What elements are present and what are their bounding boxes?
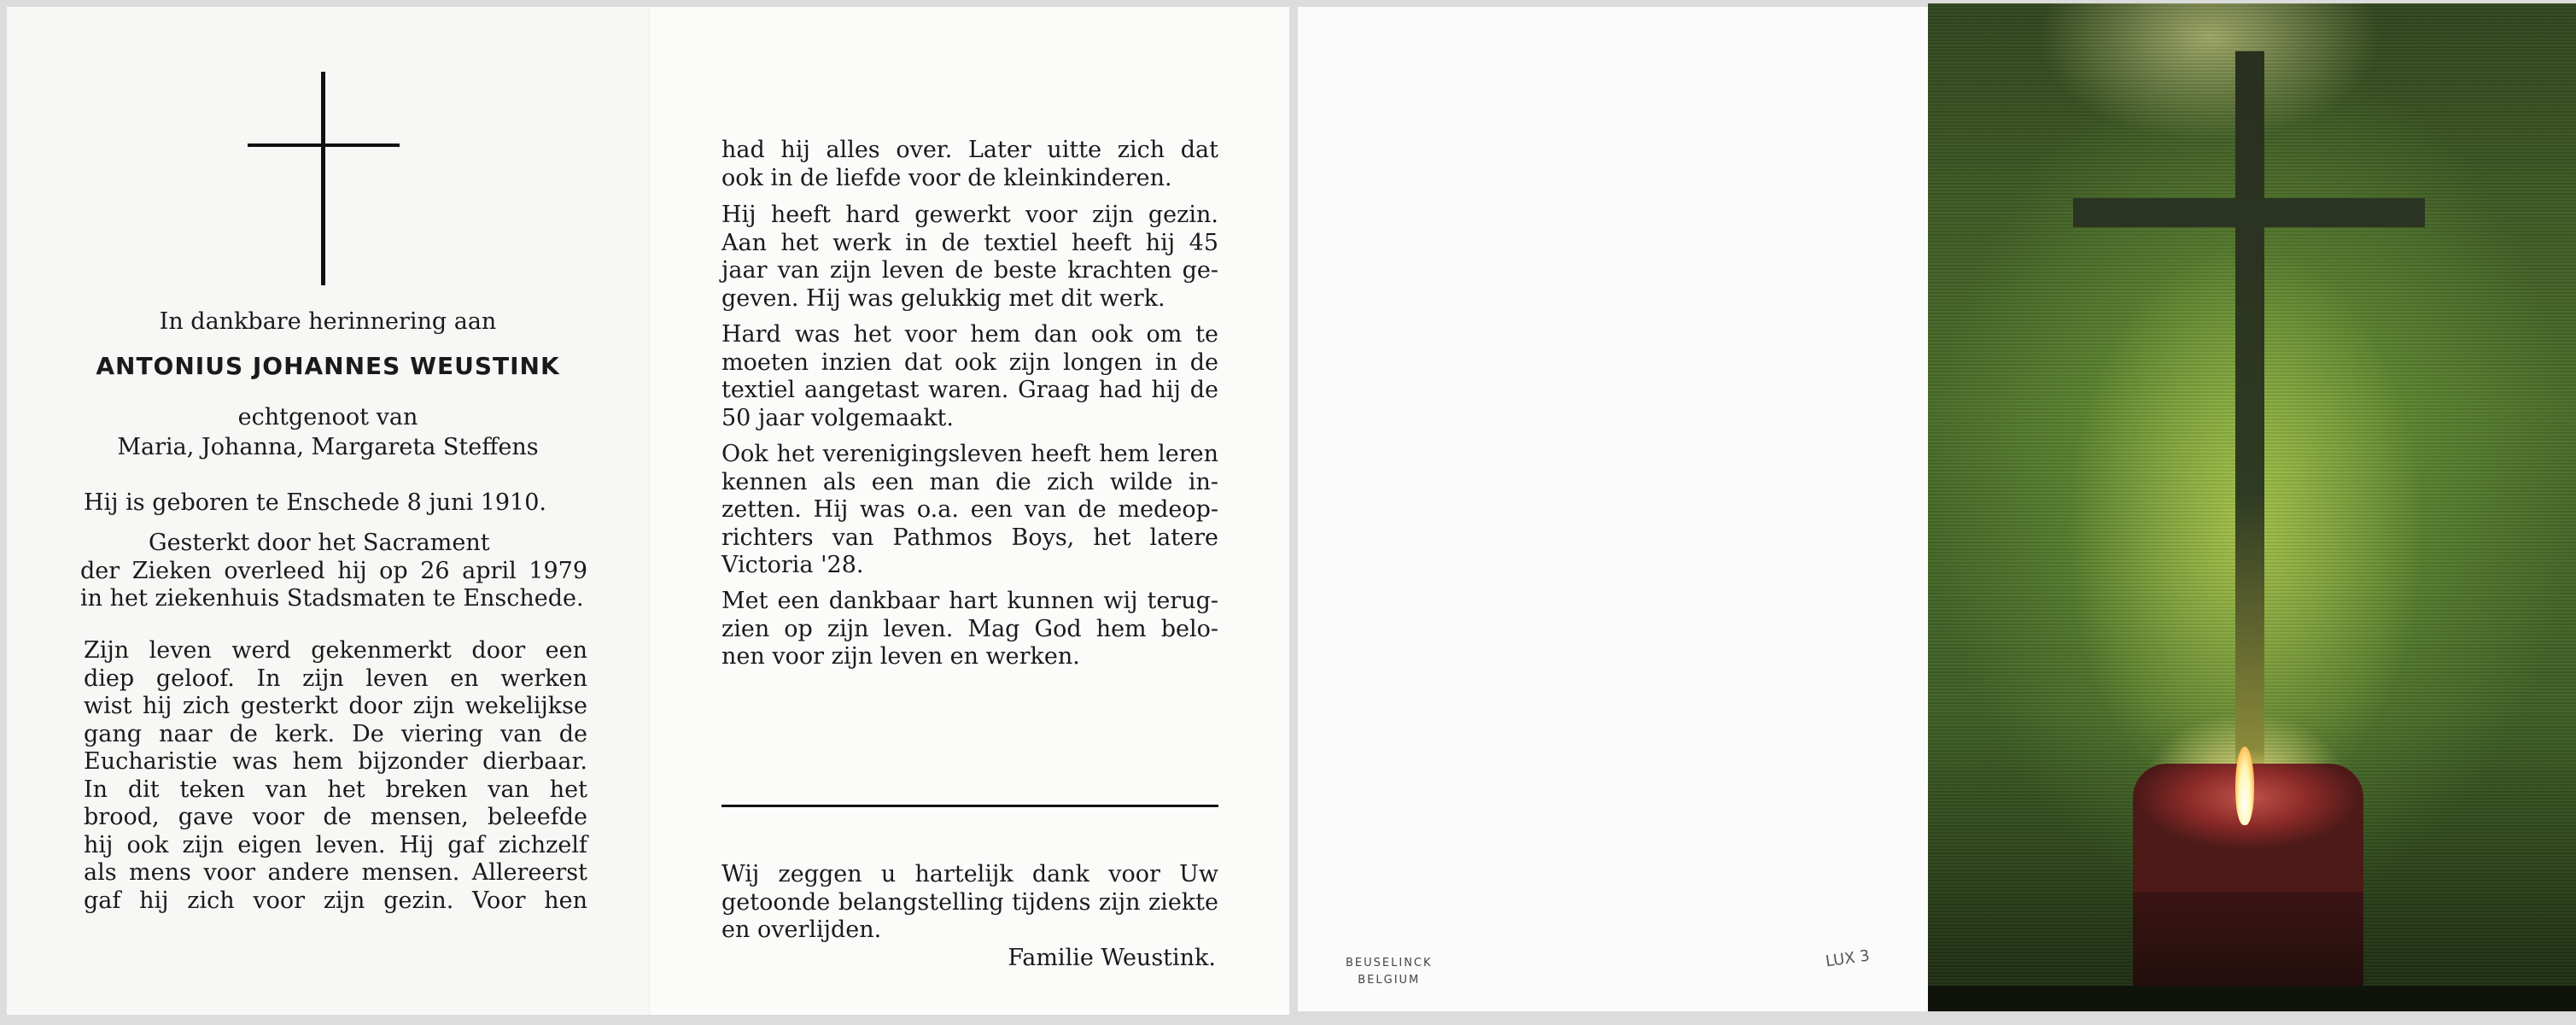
card-code: LUX 3 <box>1824 946 1872 971</box>
paragraph-1: had hij alles over. Later uitte zich dat ook in de liefde voor de kleinkinderen. <box>721 137 1218 191</box>
cross-icon-vertical <box>2235 51 2264 786</box>
flame-icon <box>2235 747 2254 825</box>
spouse-name: Maria, Johanna, Margareta Steffens <box>117 434 539 460</box>
death-text: Gesterkt door het Sacrament der Zieken overleed hij op 26 april 1979 in het ziekenhuis Stadsmaten te Enschede. <box>80 530 587 612</box>
paragraph-3: Hard was het voor hem dan ook om te moeten inzien dat ook zijn longen in de textiel aangetast waren. Graag had hij de 50 jaar volgemaakt. <box>721 321 1218 431</box>
paragraph-4: Ook het verenigingsleven heeft hem leren kennen als een man die zich wilde in- zetten. Hij was o.a. een van de medeop- richters van Pathmos Boys, het latere Victoria '28. <box>721 441 1218 578</box>
intro-text: In dankbare herinnering aan <box>159 308 497 335</box>
paragraph-5: Met een dankbaar hart kunnen wij terug- zien op zijn leven. Mag God hem belo- nen voor zijn leven en werken. <box>721 588 1218 670</box>
cross-icon-horizontal <box>2073 198 2425 227</box>
family-signature: Familie Weustink. <box>1008 945 1216 971</box>
card-page-2 <box>649 7 1289 1015</box>
thanks-text: Wij zeggen u hartelijk dank voor Uw getoonde belangstelling tijdens zijn ziekte en overlijden. <box>721 861 1218 943</box>
divider-line <box>721 805 1218 807</box>
card-back-page <box>1298 7 1930 1011</box>
ledge <box>1928 986 2576 1011</box>
paragraph-2: Hij heeft hard gewerkt voor zijn gezin. Aan het werk in de textiel heeft hij 45 jaar van zijn leven de beste krachten ge- geven. Hij was gelukkig met dit werk. <box>721 202 1218 312</box>
printer-imprint: BEUSELINCK BELGIUM <box>1346 957 1433 987</box>
biography-text: Zijn leven werd gekenmerkt door een diep geloof. In zijn leven en werken wist hij zich gesterkt door zijn wekelijkse gang naar de kerk. De viering van de Eucharistie was hem bijzonder dierbaar. In dit teken van het breken van het brood, gave voor de mensen, beleefde hij ook zijn eigen leven. Hij gaf zichzelf als mens voor andere mensen. Allereerst gaf hij zich voor zijn gezin. Voor hen <box>84 637 587 914</box>
birth-text: Hij is geboren te Enschede 8 juni 1910. <box>84 489 546 516</box>
deceased-name: ANTONIUS JOHANNES WEUSTINK <box>96 352 560 380</box>
card-page-1 <box>7 7 649 1015</box>
cross-icon <box>248 72 401 285</box>
relation-text: echtgenoot van <box>237 404 418 430</box>
cover-photo <box>1928 3 2576 1011</box>
